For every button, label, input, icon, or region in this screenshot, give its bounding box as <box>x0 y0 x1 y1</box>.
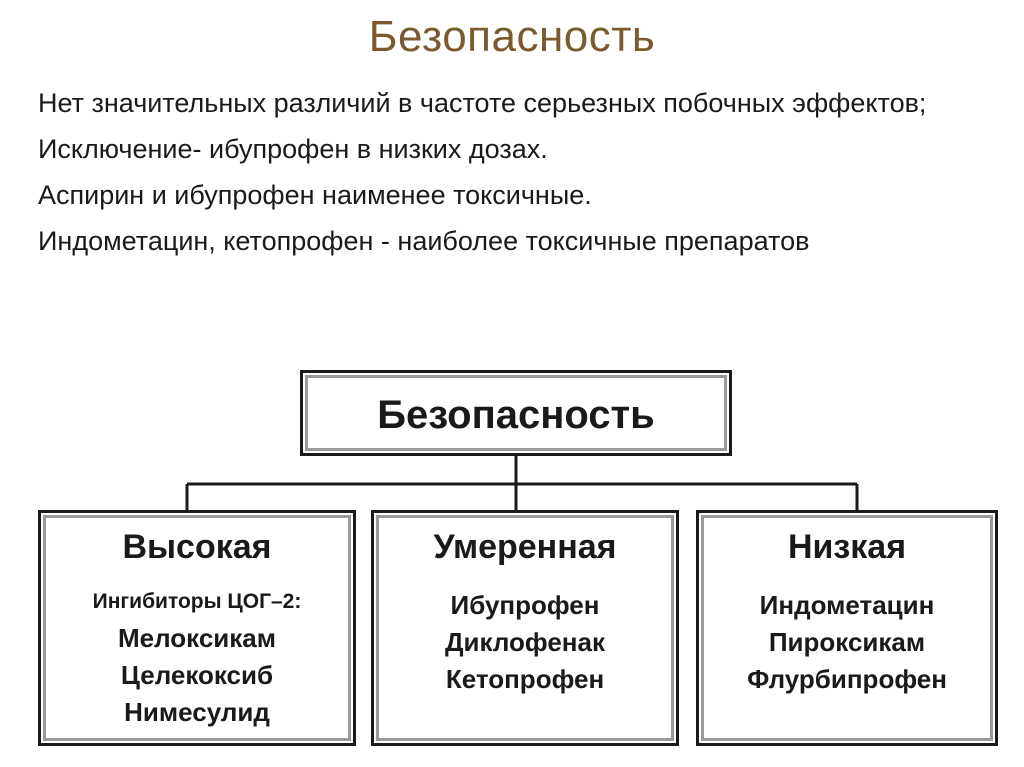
diagram-column-high <box>38 510 356 746</box>
diagram-column-low <box>696 510 998 746</box>
bullet-list <box>38 86 998 270</box>
diagram-root-label: Безопасность <box>377 393 655 437</box>
bullet-item: Аспирин и ибупрофен наименее токсичные. <box>38 180 592 210</box>
bullet-item: Исключение- ибупрофен в низких дозах. <box>38 134 548 164</box>
column-item: Нимесулид <box>124 697 270 727</box>
column-heading: Умеренная <box>433 528 617 566</box>
bullet-item: Нет значительных различий в частоте серьезных побочных эффектов; <box>38 88 927 118</box>
diagram-column-moderate <box>371 510 679 746</box>
column-heading: Низкая <box>787 528 907 566</box>
bullet-item: Индометацин, кетопрофен - наиболее токсичные препаратов <box>38 226 810 256</box>
column-item: Индометацин <box>759 590 935 620</box>
column-item: Пироксикам <box>768 627 926 657</box>
column-item: Мелоксикам <box>118 623 276 653</box>
slide-title: Безопасность <box>368 12 656 61</box>
column-item: Ингибиторы ЦОГ–2: <box>92 590 302 613</box>
column-item: Кетопрофен <box>445 664 605 694</box>
column-item: Целекоксиб <box>120 660 274 690</box>
column-item: Ибупрофен <box>450 590 600 620</box>
column-item: Флурбипрофен <box>747 664 947 694</box>
column-item: Диклофенак <box>445 627 605 657</box>
diagram-root-box <box>300 370 732 456</box>
column-heading: Высокая <box>122 528 272 566</box>
